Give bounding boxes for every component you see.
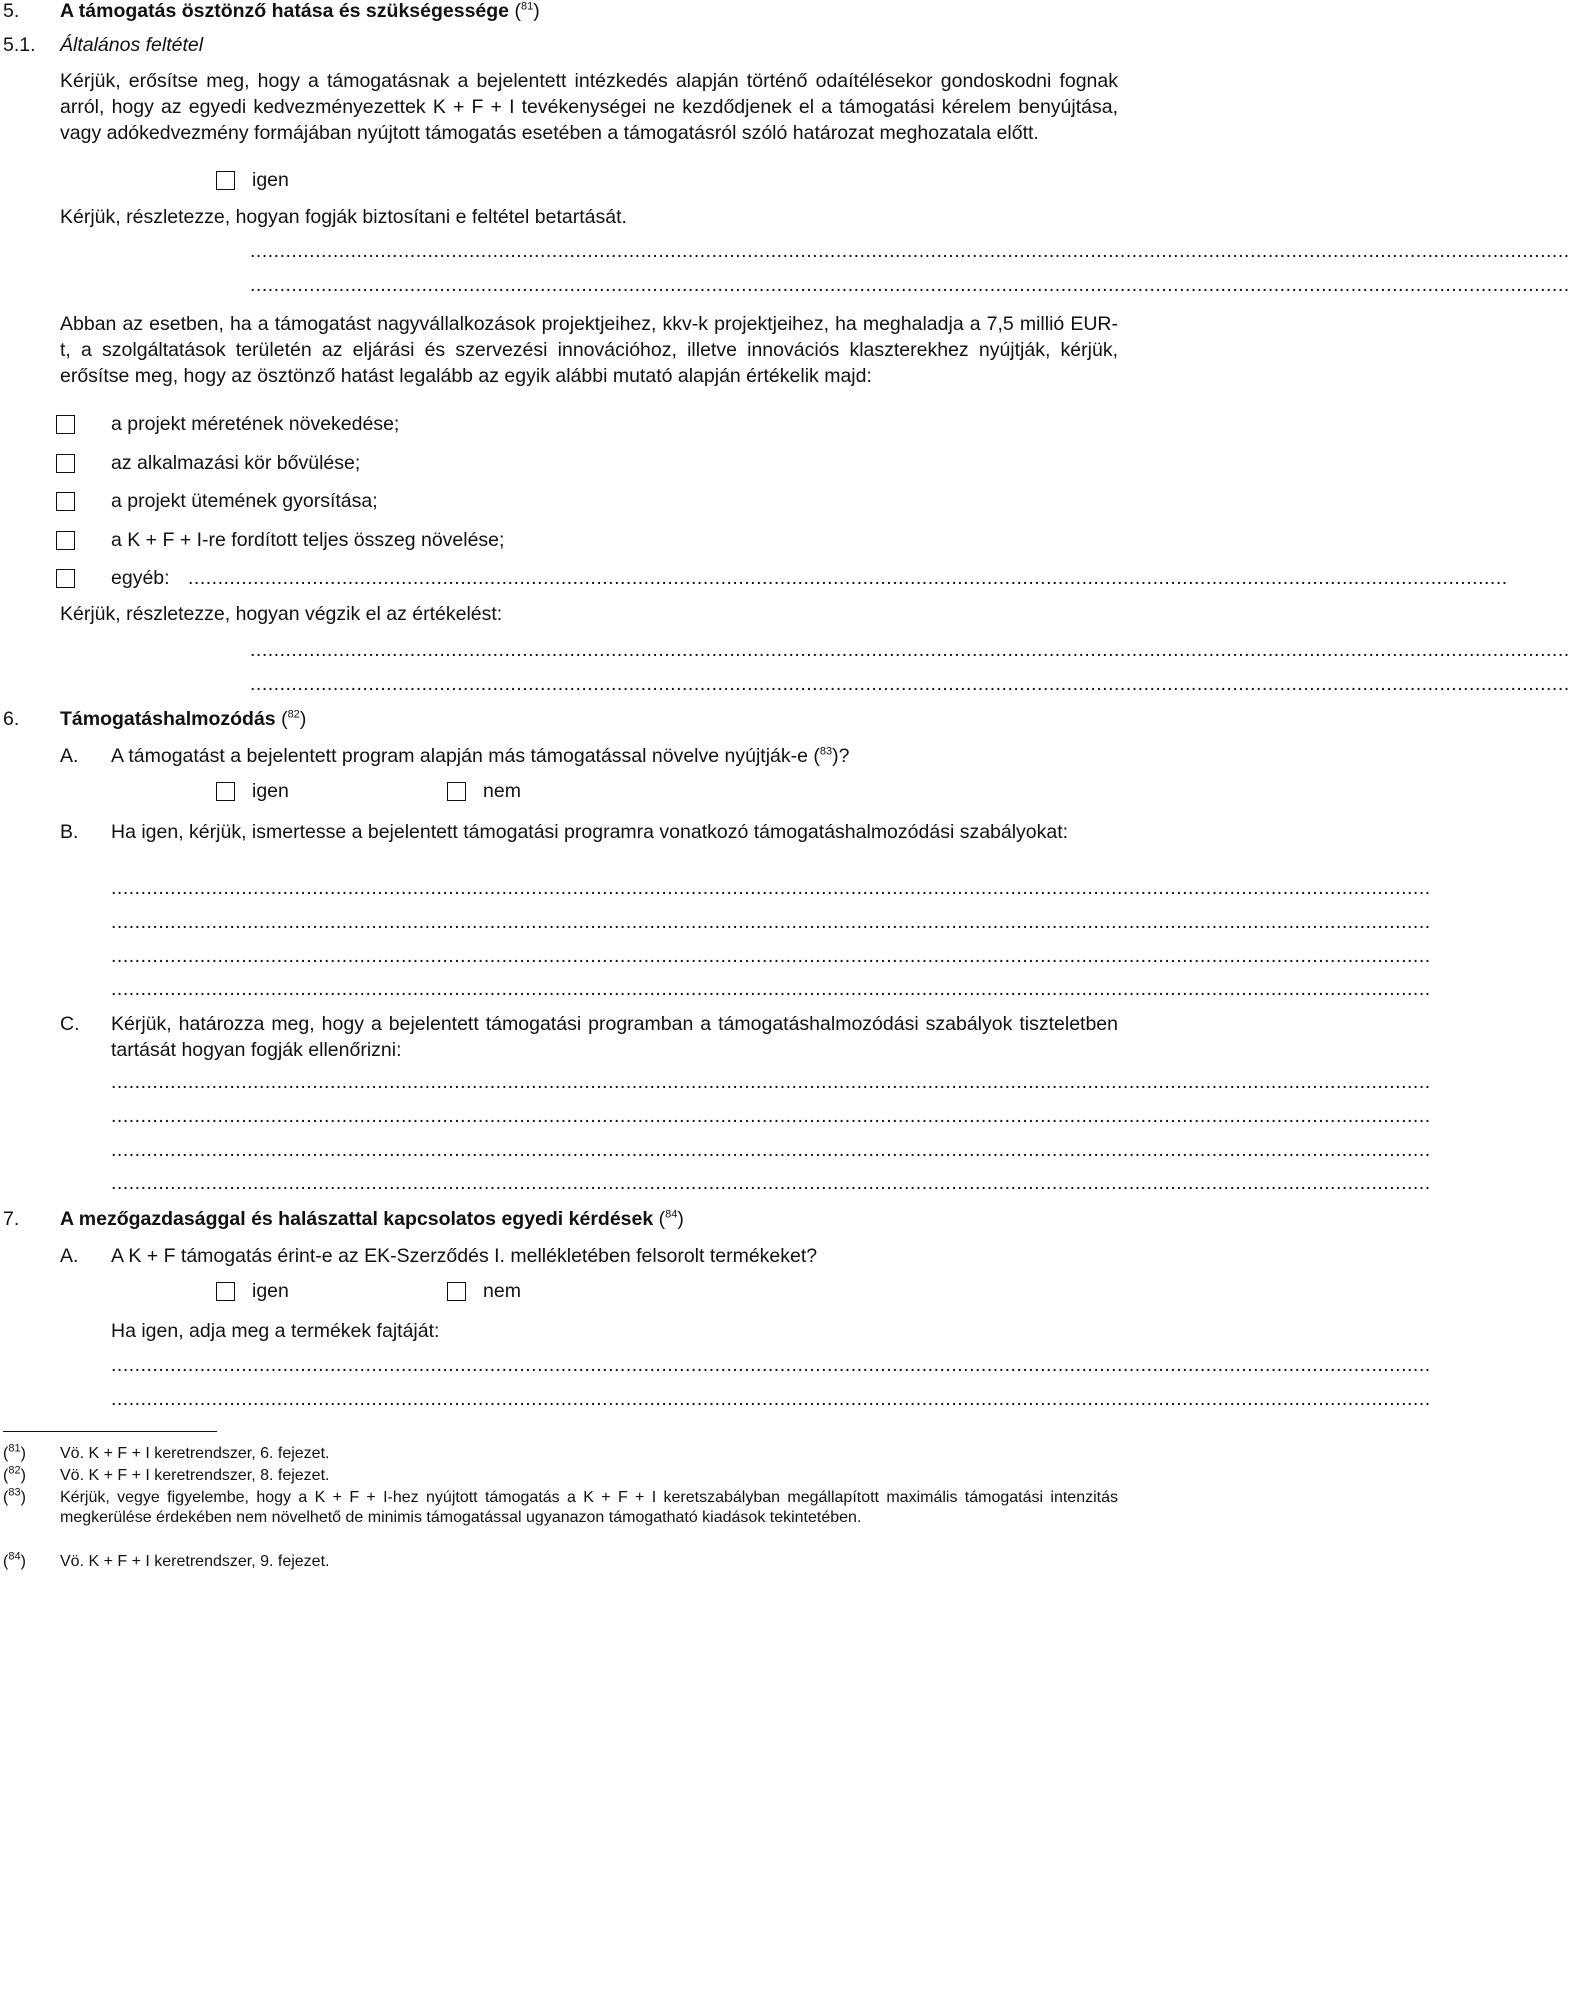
footnote-ref-83[interactable]: 83 [819, 745, 833, 758]
answer-line[interactable]: ............................................................................................................................................................................................................................... [111, 877, 1431, 899]
option-checkbox-size[interactable] [56, 415, 75, 434]
footnote-number: ($^{84}$) [3, 1550, 26, 1570]
question-6a-letter: A. [60, 745, 79, 767]
answer-line[interactable]: ............................................................................................................................................................................................................................... [250, 240, 1570, 262]
footnote-83-text: Kérjük, vegye figyelembe, hogy a K + F + I-hez nyújtott támogatás a K + F + I keretszabályban megállapított maximális támogatási intenzitás megkerülése érdekében nem növelhető de minimis támogatással ugyanazon támogatható kiadások tekintetében. [60, 1489, 1118, 1526]
condition-paragraph: Kérjük, erősítse meg, hogy a támogatásnak a bejelentett intézkedés alapján történő odaítélésekor gondoskodni fognak arról, hogy az egyedi kedvezményezettek K + F + I tevékenységei ne kezdődjenek el a támogatási kérelem benyújtása, vagy adókedvezmény formájában nyújtott támogatás esetében a támogatásról szóló határozat meghozatala előtt. [60, 70, 1118, 144]
answer-line[interactable]: ............................................................................................................................................................................................................................... [250, 639, 1570, 661]
question-6b-text: Ha igen, kérjük, ismertesse a bejelentett támogatási programra vonatkozó támogatáshalmozódási szabályokat: [111, 821, 1069, 843]
option-label-speed: a projekt ütemének gyorsítása; [111, 490, 378, 512]
detail-prompt: Kérjük, részletezze, hogyan fogják biztosítani e feltétel betartását. [60, 206, 627, 228]
question-6c-text: Kérjük, határozza meg, hogy a bejelentett támogatási programban a támogatáshalmozódási szabályok tiszteletben tartását hogyan fogják ellenőrizni: [111, 1013, 1118, 1061]
footnote-81-text: Vö. K + F + I keretrendszer, 6. fejezet. [60, 1445, 330, 1462]
footnote-82-text: Vö. K + F + I keretrendszer, 8. fejezet. [60, 1467, 330, 1484]
incentive-paragraph: Abban az esetben, ha a támogatást nagyvállalkozások projektjeihez, kkv-k projektjeihez, ha meghaladja a 7,5 millió EUR-t, a szolgáltatások területén az eljárási és szervezési innovációhoz, illetve innovációs klaszterekhez nyújtják, kérjük, erősítse meg, hogy az ösztönző hatást legalább az egyik alábbi mutató alapján értékelik majd: [60, 313, 1118, 387]
answer-line[interactable]: ............................................................................................................................................................................................................................... [111, 1139, 1431, 1161]
section-5-title: A támogatás ösztönző hatása és szükségessége ($^{81}$) [60, 0, 540, 22]
footnote-number: ($^{82}$) [3, 1464, 26, 1484]
answer-line[interactable]: ............................................................................................................................................................................................................................... [111, 1172, 1431, 1194]
answer-line[interactable]: ............................................................................................................................................................................................................................... [250, 274, 1570, 296]
other-answer-line[interactable]: ............................................................................................................................................................................................................................... [188, 567, 1508, 589]
section-7-title: A mezőgazdasággal és halászattal kapcsolatos egyedi kérdések ($^{84}$) [60, 1208, 684, 1230]
section-6-number: 6. [3, 708, 20, 730]
q7a-yes-label: igen [252, 1280, 289, 1302]
answer-line[interactable]: ............................................................................................................................................................................................................................... [111, 1105, 1431, 1127]
section-5-number: 5. [3, 0, 20, 22]
answer-line[interactable]: ............................................................................................................................................................................................................................... [111, 978, 1431, 1000]
q7a-yes-checkbox[interactable] [216, 1282, 235, 1301]
option-label-scope: az alkalmazási kör bővülése; [111, 452, 361, 474]
answer-line[interactable]: ............................................................................................................................................................................................................................... [111, 945, 1431, 967]
footnote-separator [3, 1431, 217, 1432]
footnote-ref-84[interactable]: 84 [665, 1208, 678, 1221]
section-7-title-text: A mezőgazdasággal és halászattal kapcsolatos egyedi kérdések [60, 1208, 654, 1230]
section-5-1-number: 5.1. [3, 34, 36, 56]
option-label-size: a projekt méretének növekedése; [111, 413, 400, 435]
section-5-1-title: Általános feltétel [60, 34, 204, 56]
evaluation-prompt: Kérjük, részletezze, hogyan végzik el az értékelést: [60, 603, 503, 625]
question-6a-end: )? [832, 745, 850, 767]
question-6b-letter: B. [60, 821, 79, 843]
answer-line[interactable]: ............................................................................................................................................................................................................................... [111, 1354, 1431, 1376]
footnote-number: ($^{83}$) [3, 1486, 26, 1506]
q7a-no-label: nem [483, 1280, 521, 1302]
option-checkbox-amount[interactable] [56, 531, 75, 550]
answer-line[interactable]: ............................................................................................................................................................................................................................... [111, 911, 1431, 933]
option-label-amount: a K + F + I-re fordított teljes összeg növelése; [111, 529, 505, 551]
footnote-83-num: 83 [8, 1486, 21, 1499]
question-6c-letter: C. [60, 1013, 80, 1035]
question-7a-text: A K + F támogatás érint-e az EK-Szerződés I. mellékletében felsorolt termékeket? [111, 1245, 818, 1267]
footnote-ref-81[interactable]: 81 [520, 0, 534, 13]
question-6a-body: A támogatást a bejelentett program alapján más támogatással növelve nyújtják-e ( [111, 745, 820, 767]
footnote-84-text: Vö. K + F + I keretrendszer, 9. fejezet. [60, 1553, 330, 1570]
answer-line[interactable]: ............................................................................................................................................................................................................................... [111, 1388, 1431, 1410]
option-label-other: egyéb: [111, 567, 170, 589]
section-5-title-text: A támogatás ösztönző hatása és szükségessége [60, 0, 510, 22]
footnote-number: ($^{81}$) [3, 1442, 26, 1462]
q6a-yes-checkbox[interactable] [216, 782, 235, 801]
section-6-title: Támogatáshalmozódás ($^{82}$) [60, 708, 307, 730]
question-6a-text [111, 743, 850, 769]
option-checkbox-scope[interactable] [56, 454, 75, 473]
footnote-81-num: 81 [8, 1442, 21, 1455]
q7a-no-checkbox[interactable] [447, 1282, 466, 1301]
option-checkbox-other[interactable] [56, 569, 75, 588]
confirm-checkbox[interactable] [216, 171, 235, 190]
answer-line[interactable]: ............................................................................................................................................................................................................................... [111, 1071, 1431, 1093]
section-7-number: 7. [3, 1208, 20, 1230]
confirm-label: igen [252, 169, 289, 191]
answer-line[interactable]: ............................................................................................................................................................................................................................... [250, 673, 1570, 695]
q6a-yes-label: igen [252, 780, 289, 802]
question-7a-letter: A. [60, 1245, 79, 1267]
option-checkbox-speed[interactable] [56, 492, 75, 511]
footnote-84-num: 84 [8, 1550, 21, 1563]
footnote-ref-82[interactable]: 82 [287, 708, 300, 721]
footnote-82-num: 82 [8, 1464, 21, 1477]
q6a-no-label: nem [483, 780, 521, 802]
section-6-title-text: Támogatáshalmozódás [60, 708, 276, 730]
products-prompt: Ha igen, adja meg a termékek fajtáját: [111, 1320, 440, 1342]
q6a-no-checkbox[interactable] [447, 782, 466, 801]
